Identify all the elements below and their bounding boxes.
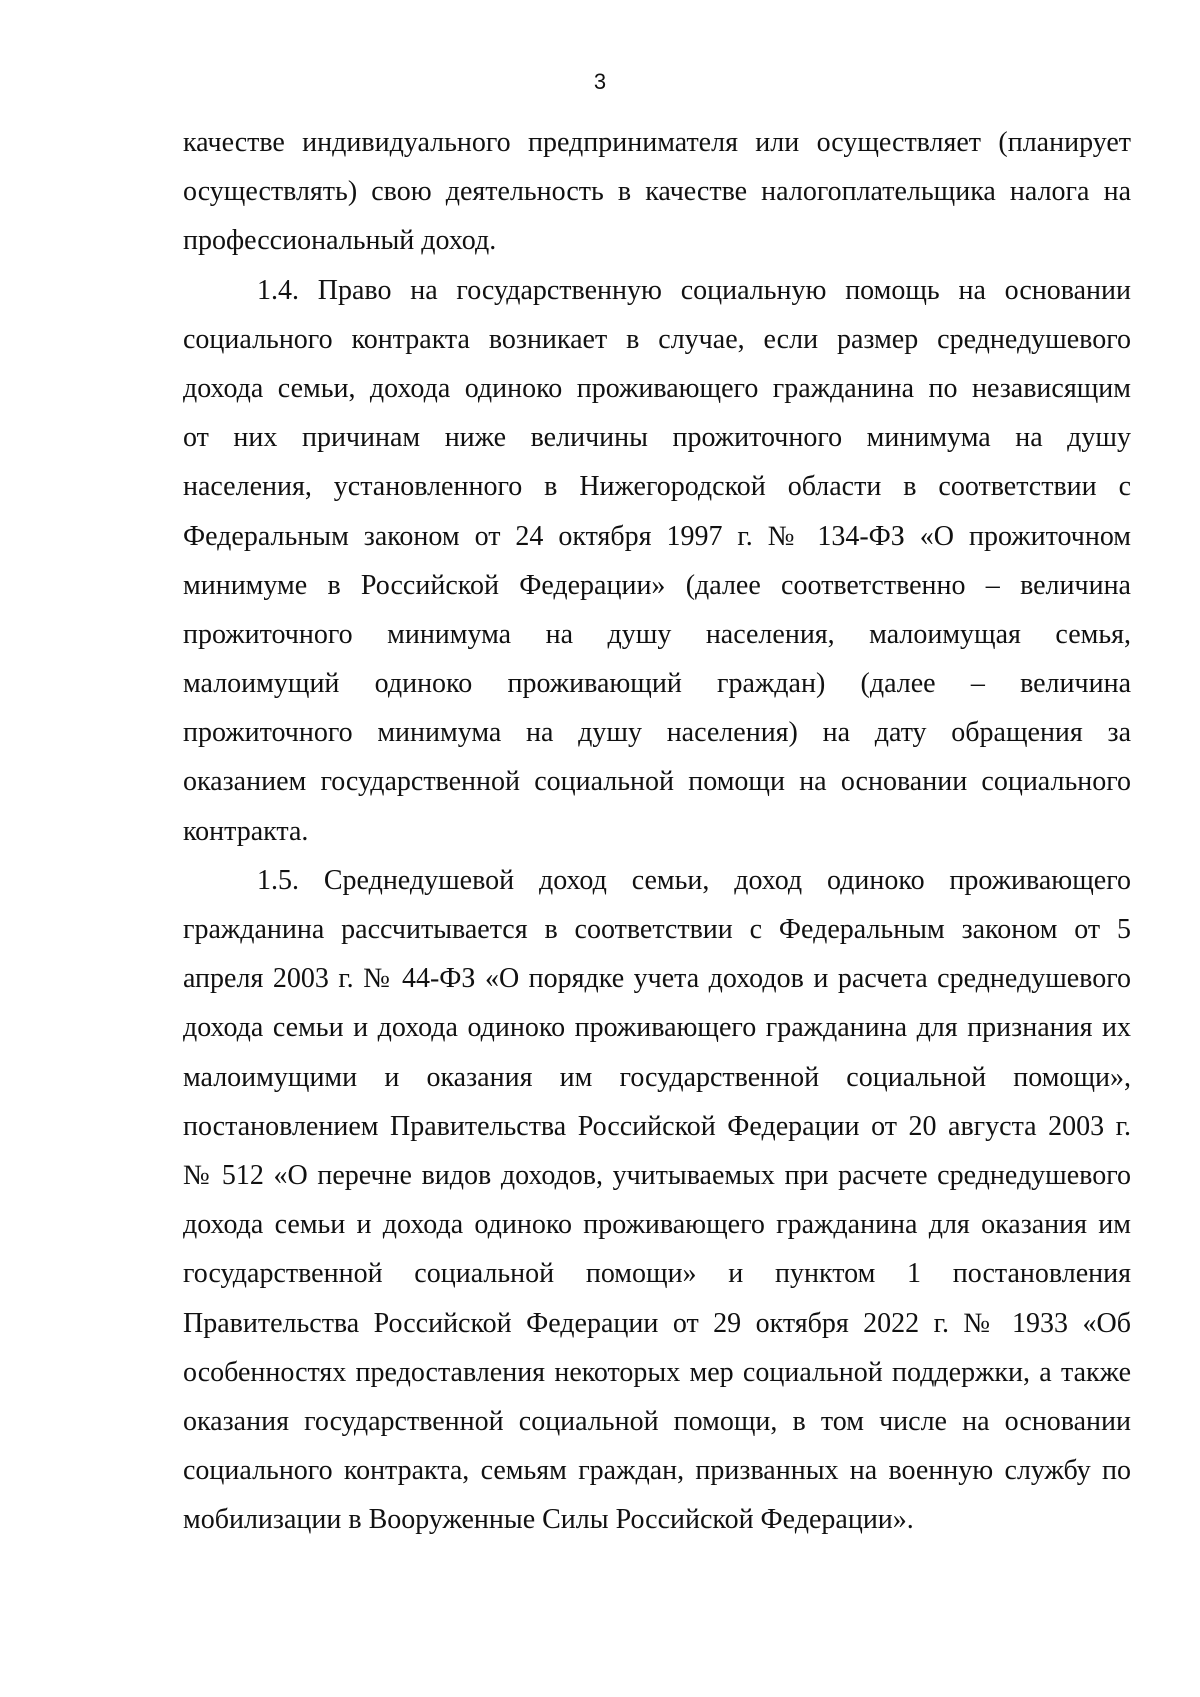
text-line: дохода семьи, дохода одиноко проживающего гражданина по независящим — [183, 372, 1131, 404]
text-line: от них причинам ниже величины прожиточного минимума на душу — [183, 422, 1131, 454]
text-line: малоимущий одиноко проживающий граждан) (далее – величина — [183, 668, 1131, 700]
paragraph-first-line: 1.5. Среднедушевой доход семьи, доход одиноко проживающего — [257, 864, 1131, 896]
document-body — [183, 118, 1131, 1544]
text-line: апреля 2003 г. № 44-ФЗ «О порядке учета доходов и расчета среднедушевого — [183, 963, 1131, 995]
text-line: оказанием государственной социальной помощи на основании социального — [183, 766, 1131, 798]
text-line: социального контракта возникает в случае, если размер среднедушевого — [183, 323, 1131, 355]
text-line: № 512 «О перечне видов доходов, учитываемых при расчете среднедушевого — [183, 1159, 1131, 1191]
text-line: прожиточного минимума на душу населения) на дату обращения за — [183, 717, 1131, 749]
text-line: мобилизации в Вооруженные Силы Российской Федерации». — [183, 1504, 914, 1536]
text-line: контракта. — [183, 815, 309, 847]
text-line: осуществлять) свою деятельность в качестве налогоплательщика налога на — [183, 176, 1131, 208]
text-line: Правительства Российской Федерации от 29 октября 2022 г. № 1933 «Об — [183, 1307, 1131, 1339]
text-line: дохода семьи и дохода одиноко проживающего гражданина для признания их — [183, 1012, 1131, 1044]
text-line: минимуме в Российской Федерации» (далее соответственно – величина — [183, 569, 1131, 601]
text-line: социального контракта, семьям граждан, призванных на военную службу по — [183, 1455, 1131, 1487]
text-line: гражданина рассчитывается в соответствии с Федеральным законом от 5 — [183, 914, 1131, 945]
text-line: населения, установленного в Нижегородской области в соответствии с — [183, 471, 1131, 503]
text-line: качестве индивидуального предпринимателя или осуществляет (планирует — [183, 127, 1131, 158]
text-line: особенностях предоставления некоторых мер социальной поддержки, а также — [183, 1356, 1131, 1388]
text-line: Федеральным законом от 24 октября 1997 г. № 134-ФЗ «О прожиточном — [183, 520, 1131, 552]
text-line: государственной социальной помощи» и пунктом 1 постановления — [183, 1258, 1131, 1290]
text-line: оказания государственной социальной помощи, в том числе на основании — [183, 1405, 1131, 1437]
text-line: прожиточного минимума на душу населения, малоимущая семья, — [183, 618, 1131, 650]
text-line: дохода семьи и дохода одиноко проживающего гражданина для оказания им — [183, 1209, 1131, 1241]
text-line: профессиональный доход. — [183, 225, 497, 257]
text-line: малоимущими и оказания им государственной социальной помощи», — [183, 1061, 1131, 1093]
text-line: постановлением Правительства Российской Федерации от 20 августа 2003 г. — [183, 1110, 1131, 1142]
paragraph-first-line: 1.4. Право на государственную социальную помощь на основании — [257, 274, 1131, 306]
page-number: 3 — [593, 69, 607, 94]
